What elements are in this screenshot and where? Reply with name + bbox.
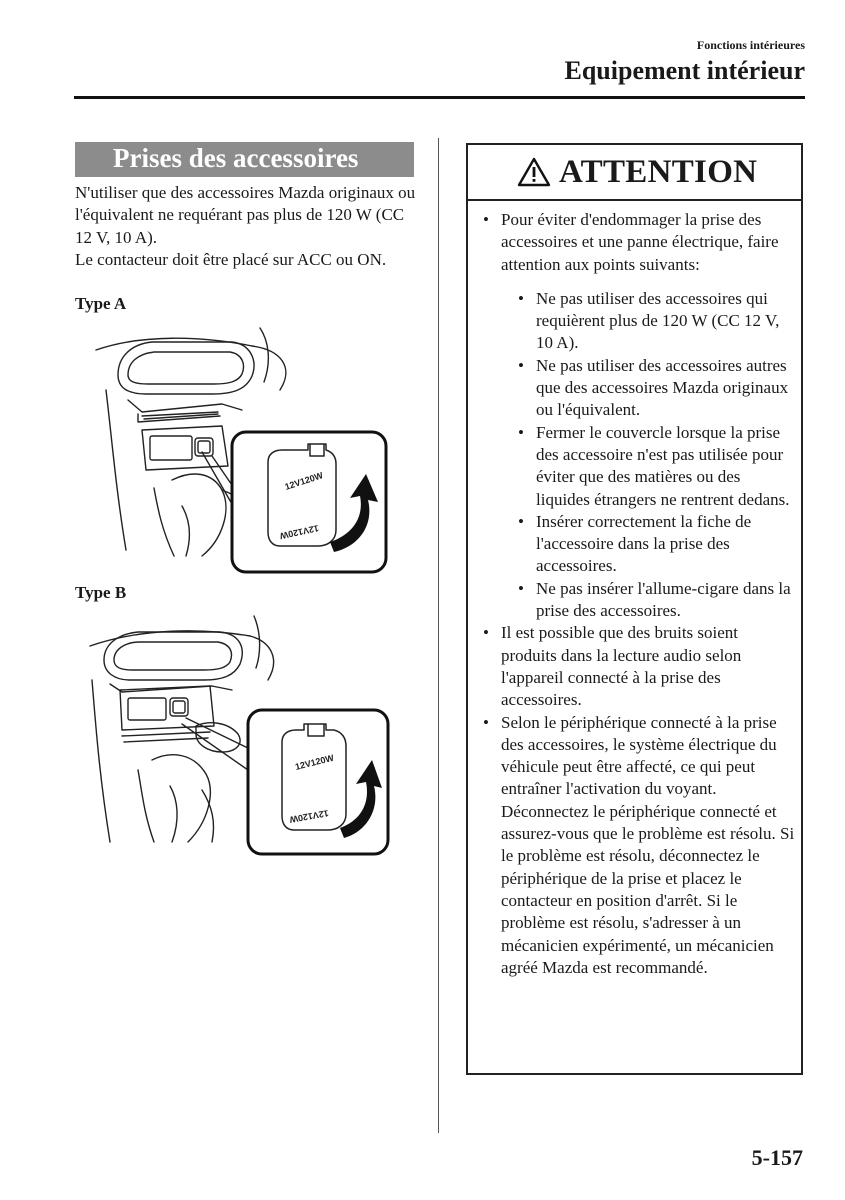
cap-label-type-b: 12V120W xyxy=(294,752,335,772)
warning-sub-item: • Insérer correctement la fiche de l'accessoire dans la prise des accessoires. xyxy=(517,511,797,578)
warning-title: ATTENTION xyxy=(559,153,758,190)
intro-paragraph-1: N'utiliser que des accessoires Mazda originaux ou l'équivalent ne requérant pas plus de 120 W (CC 12 V, 10 A). xyxy=(75,183,416,247)
warning-intro-text: Pour éviter d'endommager la prise des accessoires et une panne électrique, faire attention aux points suivants: xyxy=(501,210,779,274)
type-a-label: Type A xyxy=(75,294,127,313)
type-b-label: Type B xyxy=(75,583,127,602)
warning-item: • Il est possible que des bruits soient produits dans la lecture audio selon l'appareil connecté à la prise des accessoires. xyxy=(482,622,797,711)
warning-body xyxy=(482,209,797,979)
intro-paragraph-2: Le contacteur doit être placé sur ACC ou ON. xyxy=(75,249,387,269)
warning-item-intro xyxy=(482,209,797,622)
warning-triangle-icon xyxy=(517,156,551,188)
warning-item: • Selon le périphérique connecté à la prise des accessoires, le système électrique du véhicule peut être affecté, ce qui peut entraîner l'activation du voyant. Déconnectez le périphérique connecté et assurez-vous que le problème est résolu. Si le problème est résolu, déconnectez le périphérique de la prise et placez le contacteur en position d'arrêt. Si le problème est résolu, s'adresser à un mécanicien expérimenté, un mécanicien agréé Mazda est recommandé. xyxy=(482,712,797,980)
figure-type-a xyxy=(82,320,392,580)
warning-title-rule xyxy=(466,199,803,201)
cap-label-flipped-type-a: 12V120W xyxy=(278,523,320,542)
warning-sub-item: • Ne pas utiliser des accessoires autres que des accessoires Mazda originaux ou l'équivalent. xyxy=(517,355,797,422)
console-illustration-type-a xyxy=(82,320,392,580)
console-illustration-type-b xyxy=(82,610,392,858)
page-number: 5-157 xyxy=(751,1145,803,1170)
section-heading-band xyxy=(75,142,414,177)
warning-sub-item: • Ne pas insérer l'allume-cigare dans la prise des accessoires. xyxy=(517,578,797,623)
cap-label-type-a: 12V120W xyxy=(283,470,325,492)
intro-text xyxy=(75,182,420,271)
warning-sub-item: • Fermer le couvercle lorsque la prise des accessoire n'est pas utilisée pour éviter que des matières ou des liquides étrangers ne rentrent dedans. xyxy=(517,422,797,511)
warning-sub-list xyxy=(501,288,797,622)
warning-sub-item: • Ne pas utiliser des accessoires qui requièrent plus de 120 W (CC 12 V, 10 A). xyxy=(517,288,797,355)
running-header-section: Fonctions intérieures xyxy=(696,38,805,52)
cap-label-flipped-type-b: 12V120W xyxy=(288,808,330,825)
running-header-title: Equipement intérieur xyxy=(564,56,805,85)
header-rule xyxy=(74,96,805,99)
warning-heading xyxy=(517,150,757,194)
section-heading: Prises des accessoires xyxy=(113,143,359,173)
column-divider xyxy=(438,138,439,1133)
figure-type-b xyxy=(82,610,392,858)
